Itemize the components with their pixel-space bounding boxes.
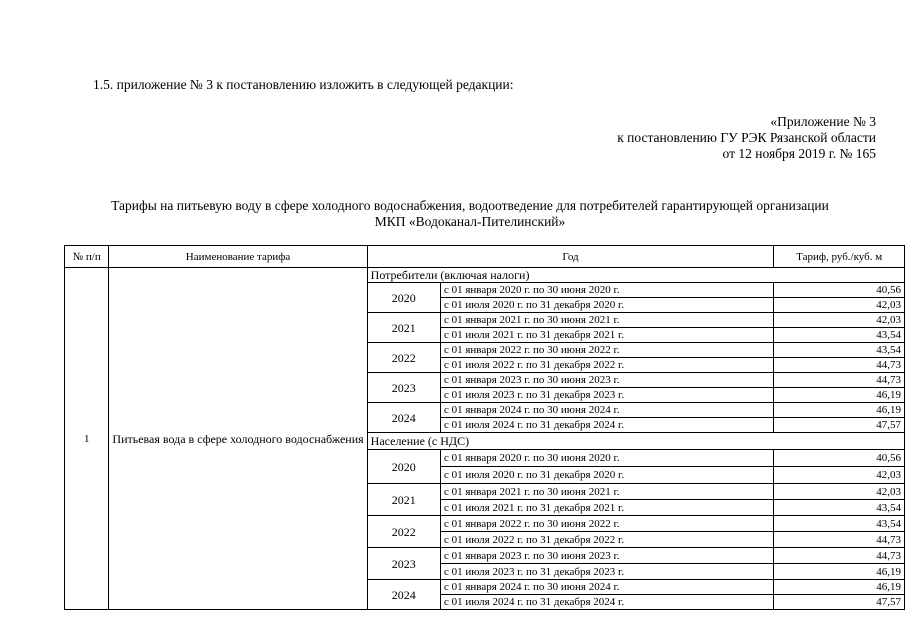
tariff-name-cell: Питьевая вода в сфере холодного водоснабжения [109,268,367,610]
tariff-table [64,245,905,610]
tariff-value-cell: 43,54 [774,328,905,343]
period-cell: с 01 января 2021 г. по 30 июня 2021 г. [440,313,773,328]
period-cell: с 01 июля 2023 г. по 31 декабря 2023 г. [440,564,773,580]
tariff-value-cell: 44,73 [774,358,905,373]
row-number-cell: 1 [65,268,109,610]
period-cell: с 01 января 2024 г. по 30 июня 2024 г. [440,580,773,595]
period-cell: с 01 июля 2021 г. по 31 декабря 2021 г. [440,328,773,343]
header-number: № п/п [65,246,109,268]
tariff-value-cell: 43,54 [774,343,905,358]
tariff-value-cell: 46,19 [774,580,905,595]
period-cell: с 01 января 2021 г. по 30 июня 2021 г. [440,484,773,500]
year-cell: 2022 [367,343,440,373]
tariff-value-cell: 44,73 [774,373,905,388]
year-cell: 2020 [367,450,440,484]
category-label: Потребители (включая налоги) [367,268,904,283]
year-cell: 2023 [367,373,440,403]
appendix-line-3: от 12 ноября 2019 г. № 165 [722,146,876,161]
table-header-row [65,246,905,268]
category-row [65,268,905,283]
tariff-value-cell: 42,03 [774,298,905,313]
header-year: Год [367,246,774,268]
tariff-value-cell: 44,73 [774,548,905,564]
period-cell: с 01 июля 2021 г. по 31 декабря 2021 г. [440,500,773,516]
tariff-value-cell: 47,57 [774,418,905,433]
appendix-line-1: «Приложение № 3 [770,114,876,129]
tariff-value-cell: 47,57 [774,595,905,610]
period-cell: с 01 июля 2024 г. по 31 декабря 2024 г. [440,595,773,610]
period-cell: с 01 июля 2022 г. по 31 декабря 2022 г. [440,532,773,548]
tariff-value-cell: 43,54 [774,516,905,532]
tariff-value-cell: 44,73 [774,532,905,548]
tariff-value-cell: 46,19 [774,564,905,580]
period-cell: с 01 января 2024 г. по 30 июня 2024 г. [440,403,773,418]
period-cell: с 01 июля 2023 г. по 31 декабря 2023 г. [440,388,773,403]
year-cell: 2021 [367,313,440,343]
period-cell: с 01 июля 2020 г. по 31 декабря 2020 г. [440,298,773,313]
amendment-intro: 1.5. приложение № 3 к постановлению изложить в следующей редакции: [93,77,514,92]
period-cell: с 01 января 2023 г. по 30 июня 2023 г. [440,548,773,564]
period-cell: с 01 января 2023 г. по 30 июня 2023 г. [440,373,773,388]
year-cell: 2020 [367,283,440,313]
period-cell: с 01 июля 2022 г. по 31 декабря 2022 г. [440,358,773,373]
tariff-value-cell: 42,03 [774,467,905,484]
document-title [40,198,900,230]
document-title-line-1: Тарифы на питьевую воду в сфере холодного водоснабжения, водоотведение для потребителей гарантирующей организации [111,198,829,213]
category-label: Население (с НДС) [367,433,904,450]
tariff-value-cell: 42,03 [774,484,905,500]
table-body [65,268,905,610]
document-title-line-2: МКП «Водоканал-Пителинский» [374,214,566,229]
header-tariff-name: Наименование тарифа [109,246,367,268]
year-cell: 2021 [367,484,440,516]
tariff-value-cell: 40,56 [774,283,905,298]
year-cell: 2022 [367,516,440,548]
header-tariff: Тариф, руб./куб. м [774,246,905,268]
period-cell: с 01 января 2020 г. по 30 июня 2020 г. [440,283,773,298]
period-cell: с 01 января 2020 г. по 30 июня 2020 г. [440,450,773,467]
period-cell: с 01 января 2022 г. по 30 июня 2022 г. [440,516,773,532]
tariff-value-cell: 43,54 [774,500,905,516]
tariff-value-cell: 46,19 [774,388,905,403]
period-cell: с 01 июля 2020 г. по 31 декабря 2020 г. [440,467,773,484]
appendix-line-2: к постановлению ГУ РЭК Рязанской области [617,130,876,145]
tariff-value-cell: 42,03 [774,313,905,328]
year-cell: 2024 [367,580,440,610]
year-cell: 2023 [367,548,440,580]
appendix-reference [617,114,876,162]
period-cell: с 01 июля 2024 г. по 31 декабря 2024 г. [440,418,773,433]
tariff-value-cell: 40,56 [774,450,905,467]
period-cell: с 01 января 2022 г. по 30 июня 2022 г. [440,343,773,358]
year-cell: 2024 [367,403,440,433]
tariff-value-cell: 46,19 [774,403,905,418]
